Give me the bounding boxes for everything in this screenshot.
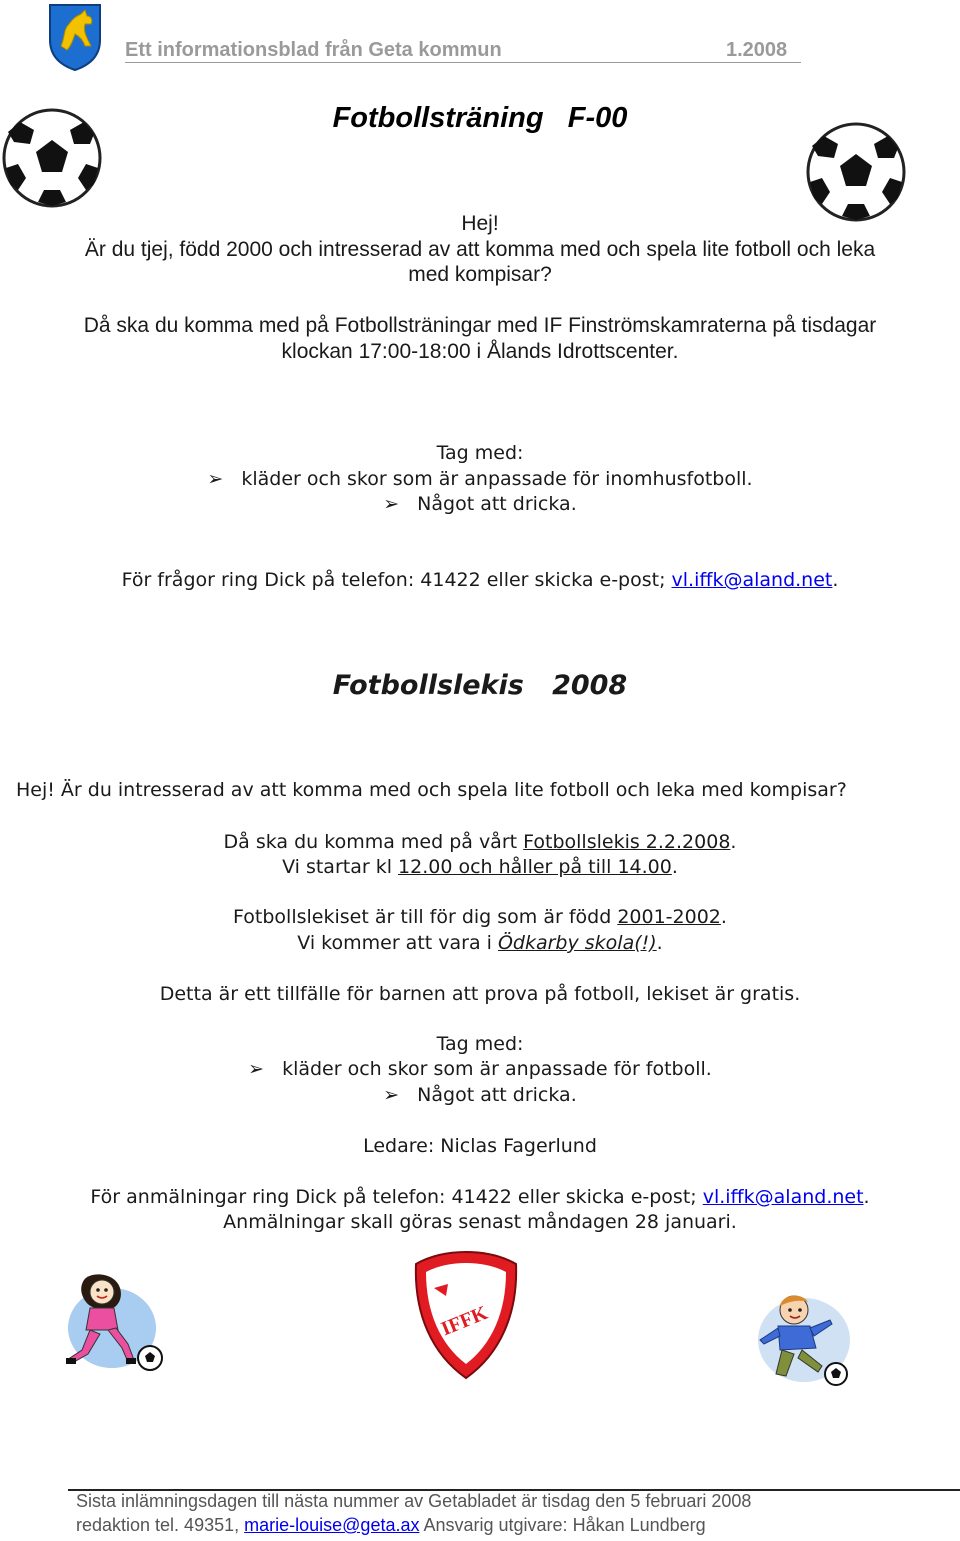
contact-period: . bbox=[832, 569, 839, 591]
bullet-item bbox=[0, 1058, 960, 1080]
lekis-line-1: Hej! Är du intresserad av att komma med och spela lite fotboll och leka med kompisar? bbox=[16, 779, 847, 801]
lekis-line-3 bbox=[0, 856, 960, 878]
deadline-line: Anmälningar skall göras senast måndagen 28 januari. bbox=[223, 1211, 737, 1233]
text: redaktion tel. 49351, bbox=[76, 1515, 245, 1535]
text: . bbox=[671, 856, 678, 878]
footer-line-2 bbox=[76, 1515, 706, 1536]
header-title: Ett informationsblad från Geta kommun bbox=[125, 39, 502, 61]
signup-email-link[interactable]: vl.iffk@aland.net bbox=[702, 1186, 864, 1208]
header-issue: 1.2008 bbox=[726, 39, 788, 61]
text: Vi startar kl bbox=[282, 856, 399, 878]
training-title: Fotbollsträning F-00 bbox=[332, 102, 628, 134]
lekis-line-2 bbox=[0, 831, 960, 853]
text: Ansvarig utgivare: Håkan Lundberg bbox=[419, 1515, 706, 1535]
footer-line-1: Sista inlämningsdagen till nästa nummer av Getabladet är tisdag den 5 februari 2008 bbox=[76, 1491, 752, 1511]
leader-line: Ledare: Niclas Fagerlund bbox=[363, 1135, 597, 1157]
intro-line-4: klockan 17:00-18:00 i Ålands Idrottscenter. bbox=[281, 340, 679, 363]
lekis-line-4 bbox=[0, 906, 960, 928]
text: . bbox=[730, 831, 737, 853]
greeting: Hej! bbox=[461, 212, 499, 235]
text: . bbox=[720, 906, 727, 928]
bullet-text: kläder och skor som är anpassade för fotboll. bbox=[282, 1058, 712, 1080]
contact-email-link[interactable]: vl.iffk@aland.net bbox=[671, 569, 833, 591]
bullet-item bbox=[0, 1084, 960, 1106]
lekis-title: Fotbollslekis 2008 bbox=[332, 670, 628, 701]
contact-line bbox=[0, 569, 960, 591]
event-time: 12.00 och håller på till 14.00 bbox=[398, 856, 672, 878]
text: . bbox=[863, 1186, 870, 1208]
arrow-bullet-icon: ➢ bbox=[383, 1084, 400, 1106]
bullet-text: kläder och skor som är anpassade för inomhusfotboll. bbox=[241, 468, 753, 490]
lekis-line-6: Detta är ett tillfälle för barnen att prova på fotboll, lekiset är gratis. bbox=[159, 983, 801, 1005]
girl-player-icon bbox=[62, 1272, 170, 1376]
venue: Ödkarby skola(!) bbox=[497, 932, 657, 954]
contact-text: För frågor ring Dick på telefon: 41422 eller skicka e-post; bbox=[121, 569, 672, 591]
bullet-item bbox=[0, 468, 960, 490]
lekis-line-5 bbox=[0, 932, 960, 954]
intro-line-1: Är du tjej, född 2000 och intresserad av att komma med och spela lite fotboll och leka bbox=[84, 238, 876, 261]
intro-line-2: med kompisar? bbox=[408, 263, 552, 286]
bullet-text: Något att dricka. bbox=[417, 1084, 577, 1106]
boy-player-icon bbox=[750, 1288, 858, 1388]
birth-years: 2001-2002 bbox=[617, 906, 721, 928]
arrow-bullet-icon: ➢ bbox=[248, 1058, 265, 1080]
text: För anmälningar ring Dick på telefon: 41422 eller skicka e-post; bbox=[90, 1186, 703, 1208]
tag-med-label: Tag med: bbox=[436, 442, 524, 464]
text: Vi kommer att vara i bbox=[297, 932, 498, 954]
soccer-ball-icon bbox=[804, 120, 908, 224]
iffk-letters: IFFK bbox=[438, 1301, 491, 1341]
text: Då ska du komma med på vårt bbox=[223, 831, 524, 853]
event-date: Fotbollslekis 2.2.2008 bbox=[523, 831, 731, 853]
geta-crest-icon bbox=[47, 2, 103, 72]
arrow-bullet-icon: ➢ bbox=[383, 493, 400, 515]
tag-med-label: Tag med: bbox=[436, 1033, 524, 1055]
signup-line bbox=[0, 1186, 960, 1208]
header-rule bbox=[125, 62, 801, 63]
text: . bbox=[656, 932, 663, 954]
bullet-text: Något att dricka. bbox=[417, 493, 577, 515]
bullet-item bbox=[0, 493, 960, 515]
footer-email-link[interactable]: marie-louise@geta.ax bbox=[244, 1515, 420, 1535]
iffk-logo-icon bbox=[408, 1244, 524, 1384]
intro-line-3: Då ska du komma med på Fotbollsträningar med IF Finströmskamraterna på tisdagar bbox=[83, 314, 877, 337]
arrow-bullet-icon: ➢ bbox=[207, 468, 224, 490]
text: Fotbollslekiset är till för dig som är född bbox=[233, 906, 618, 928]
